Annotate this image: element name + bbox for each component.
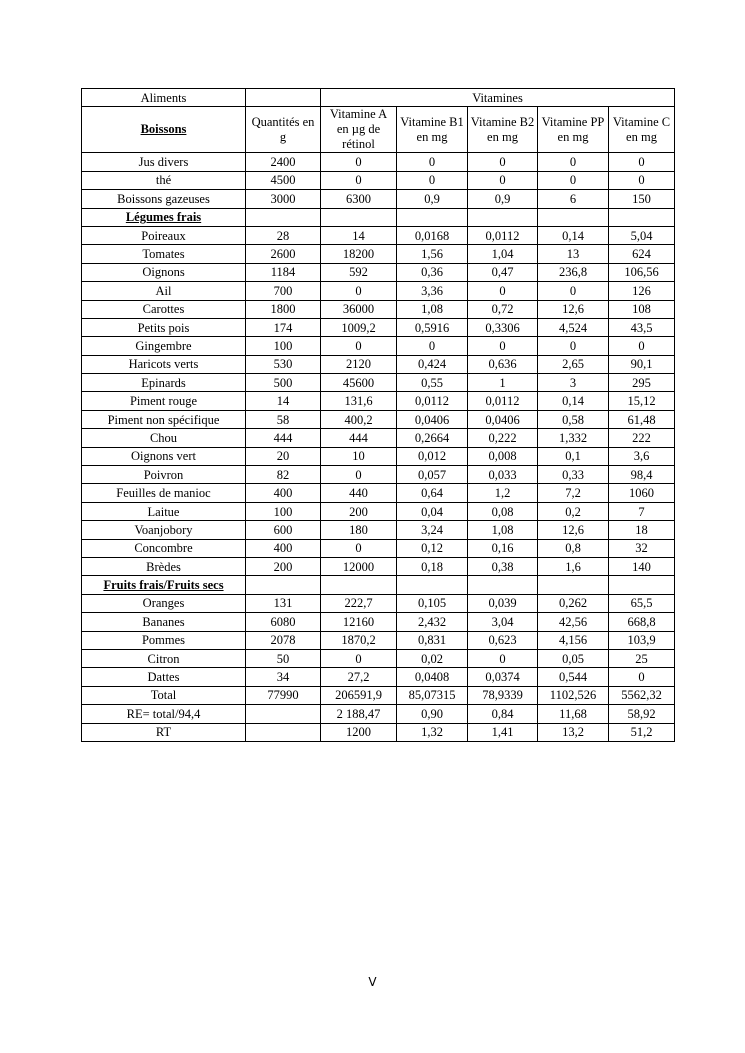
- table-row: [82, 171, 675, 189]
- cell-aliment: Boissons gazeuses: [82, 190, 246, 208]
- cell-quantite: 400: [246, 539, 321, 557]
- header-row-2: [82, 107, 675, 153]
- table-row: [82, 153, 675, 171]
- cell-vitamine-c: 25: [609, 649, 675, 667]
- cell-vitamine-a: 131,6: [321, 392, 397, 410]
- cell-vitamine-b1: 0,831: [397, 631, 468, 649]
- cell-vitamine-b2: 1,2: [468, 484, 538, 502]
- table-row: [82, 539, 675, 557]
- cell-vitamine-pp: 0,14: [538, 392, 609, 410]
- cell-vitamine-pp: 0,544: [538, 668, 609, 686]
- cell-vitamine-pp: 0,58: [538, 410, 609, 428]
- cell-vitamine-a: 12000: [321, 557, 397, 575]
- cell-vitamine-a: 10: [321, 447, 397, 465]
- table-row: [82, 263, 675, 281]
- cell-vitamine-a: 18200: [321, 245, 397, 263]
- cell-vitamine-b2: 1,04: [468, 245, 538, 263]
- cell-vitamine-b2: 0,38: [468, 557, 538, 575]
- cell-vitamine-a: 1870,2: [321, 631, 397, 649]
- cell-vitamine-b2: 0,0374: [468, 668, 538, 686]
- cell-vitamine-pp: 3: [538, 374, 609, 392]
- cell-vitamine-c: 3,6: [609, 447, 675, 465]
- empty-cell: [397, 208, 468, 226]
- cell-aliment: Jus divers: [82, 153, 246, 171]
- table-row: [82, 374, 675, 392]
- header-boissons: Boissons: [82, 107, 246, 153]
- cell-vitamine-c: 43,5: [609, 318, 675, 336]
- table-row: [82, 631, 675, 649]
- cell-vitamine-pp: 0: [538, 282, 609, 300]
- table-row: [82, 594, 675, 612]
- cell-aliment: Citron: [82, 649, 246, 667]
- section-header-row: [82, 576, 675, 594]
- cell-aliment: Bananes: [82, 613, 246, 631]
- table-row: [82, 484, 675, 502]
- vitamin-table: [81, 88, 675, 742]
- cell-vitamine-b1: 0,5916: [397, 318, 468, 336]
- cell-vitamine-a: 6300: [321, 190, 397, 208]
- section-title: Fruits frais/Fruits secs: [82, 576, 246, 594]
- cell-vitamine-b2: 78,9339: [468, 686, 538, 704]
- cell-vitamine-pp: 4,524: [538, 318, 609, 336]
- cell-aliment: Oignons: [82, 263, 246, 281]
- header-vitamines: Vitamines: [321, 89, 675, 107]
- table-row: [82, 502, 675, 520]
- cell-vitamine-a: 222,7: [321, 594, 397, 612]
- cell-quantite: 500: [246, 374, 321, 392]
- cell-vitamine-c: 222: [609, 429, 675, 447]
- empty-cell: [609, 208, 675, 226]
- cell-vitamine-c: 295: [609, 374, 675, 392]
- cell-vitamine-c: 90,1: [609, 355, 675, 373]
- cell-quantite: [246, 705, 321, 723]
- cell-vitamine-pp: 1,6: [538, 557, 609, 575]
- table-row: [82, 410, 675, 428]
- table-row: [82, 557, 675, 575]
- cell-vitamine-b1: 0,0168: [397, 226, 468, 244]
- cell-vitamine-a: 0: [321, 153, 397, 171]
- cell-vitamine-pp: 6: [538, 190, 609, 208]
- cell-vitamine-a: 0: [321, 466, 397, 484]
- cell-vitamine-b2: 0,72: [468, 300, 538, 318]
- header-quantites: Quantités en g: [246, 107, 321, 153]
- cell-vitamine-b1: 0: [397, 171, 468, 189]
- cell-quantite: 400: [246, 484, 321, 502]
- cell-vitamine-b2: 0: [468, 649, 538, 667]
- cell-vitamine-b2: 0: [468, 153, 538, 171]
- cell-vitamine-c: 7: [609, 502, 675, 520]
- table-row: [82, 521, 675, 539]
- cell-vitamine-c: 51,2: [609, 723, 675, 741]
- cell-vitamine-c: 18: [609, 521, 675, 539]
- cell-vitamine-c: 106,56: [609, 263, 675, 281]
- cell-quantite: 28: [246, 226, 321, 244]
- cell-vitamine-b1: 1,56: [397, 245, 468, 263]
- cell-quantite: 200: [246, 557, 321, 575]
- cell-vitamine-a: 444: [321, 429, 397, 447]
- cell-quantite: 77990: [246, 686, 321, 704]
- cell-vitamine-b1: 0,55: [397, 374, 468, 392]
- cell-vitamine-a: 0: [321, 337, 397, 355]
- cell-vitamine-b2: 0,636: [468, 355, 538, 373]
- cell-vitamine-b2: 0,222: [468, 429, 538, 447]
- cell-quantite: 20: [246, 447, 321, 465]
- cell-quantite: 6080: [246, 613, 321, 631]
- cell-vitamine-c: 0: [609, 171, 675, 189]
- cell-aliment: RT: [82, 723, 246, 741]
- header-vitamine-b2: Vitamine B2 en mg: [468, 107, 538, 153]
- header-vitamine-c: Vitamine C en mg: [609, 107, 675, 153]
- cell-aliment: Pommes: [82, 631, 246, 649]
- cell-vitamine-pp: 236,8: [538, 263, 609, 281]
- cell-vitamine-a: 27,2: [321, 668, 397, 686]
- cell-vitamine-a: 400,2: [321, 410, 397, 428]
- cell-vitamine-b2: 0,008: [468, 447, 538, 465]
- cell-vitamine-b1: 0,90: [397, 705, 468, 723]
- cell-vitamine-c: 98,4: [609, 466, 675, 484]
- cell-aliment: Gingembre: [82, 337, 246, 355]
- cell-quantite: 2078: [246, 631, 321, 649]
- cell-vitamine-b2: 0,039: [468, 594, 538, 612]
- cell-vitamine-c: 668,8: [609, 613, 675, 631]
- cell-quantite: 1800: [246, 300, 321, 318]
- cell-vitamine-pp: 1102,526: [538, 686, 609, 704]
- cell-vitamine-b1: 0,18: [397, 557, 468, 575]
- cell-quantite: 700: [246, 282, 321, 300]
- cell-vitamine-b1: 0,36: [397, 263, 468, 281]
- cell-vitamine-b2: 1: [468, 374, 538, 392]
- cell-vitamine-pp: 0,262: [538, 594, 609, 612]
- cell-vitamine-c: 140: [609, 557, 675, 575]
- cell-vitamine-b2: 0,16: [468, 539, 538, 557]
- cell-vitamine-b2: 0: [468, 171, 538, 189]
- cell-aliment: Chou: [82, 429, 246, 447]
- cell-aliment: Petits pois: [82, 318, 246, 336]
- cell-quantite: 131: [246, 594, 321, 612]
- cell-quantite: 100: [246, 337, 321, 355]
- empty-cell: [609, 576, 675, 594]
- cell-vitamine-pp: 0,1: [538, 447, 609, 465]
- cell-vitamine-c: 5,04: [609, 226, 675, 244]
- cell-vitamine-c: 61,48: [609, 410, 675, 428]
- cell-vitamine-b1: 2,432: [397, 613, 468, 631]
- cell-quantite: 2400: [246, 153, 321, 171]
- cell-vitamine-a: 200: [321, 502, 397, 520]
- cell-quantite: [246, 723, 321, 741]
- cell-vitamine-b1: 0,0408: [397, 668, 468, 686]
- cell-vitamine-b2: 1,08: [468, 521, 538, 539]
- cell-vitamine-b1: 0,012: [397, 447, 468, 465]
- cell-vitamine-b2: 0,84: [468, 705, 538, 723]
- cell-vitamine-b1: 0,0112: [397, 392, 468, 410]
- table-row: [82, 282, 675, 300]
- cell-vitamine-b1: 0: [397, 153, 468, 171]
- cell-vitamine-c: 0: [609, 668, 675, 686]
- cell-vitamine-a: 0: [321, 649, 397, 667]
- cell-vitamine-c: 624: [609, 245, 675, 263]
- cell-vitamine-pp: 2,65: [538, 355, 609, 373]
- cell-quantite: 58: [246, 410, 321, 428]
- empty-cell: [321, 576, 397, 594]
- cell-vitamine-c: 103,9: [609, 631, 675, 649]
- cell-vitamine-a: 12160: [321, 613, 397, 631]
- cell-vitamine-c: 150: [609, 190, 675, 208]
- cell-vitamine-a: 440: [321, 484, 397, 502]
- header-vitamine-a: Vitamine A en µg de rétinol: [321, 107, 397, 153]
- cell-vitamine-a: 36000: [321, 300, 397, 318]
- cell-vitamine-pp: 13: [538, 245, 609, 263]
- cell-vitamine-b2: 1,41: [468, 723, 538, 741]
- header-row-1: [82, 89, 675, 107]
- cell-aliment: Haricots verts: [82, 355, 246, 373]
- header-vitamine-b1: Vitamine B1 en mg: [397, 107, 468, 153]
- cell-vitamine-c: 108: [609, 300, 675, 318]
- table-row: [82, 668, 675, 686]
- total-row: [82, 686, 675, 704]
- cell-vitamine-b1: 3,24: [397, 521, 468, 539]
- total-row: [82, 705, 675, 723]
- cell-vitamine-pp: 0,33: [538, 466, 609, 484]
- cell-vitamine-a: 180: [321, 521, 397, 539]
- cell-vitamine-b2: 0,3306: [468, 318, 538, 336]
- cell-vitamine-a: 592: [321, 263, 397, 281]
- cell-aliment: Poivron: [82, 466, 246, 484]
- page-number: V: [368, 975, 377, 989]
- cell-vitamine-pp: 12,6: [538, 521, 609, 539]
- table-row: [82, 613, 675, 631]
- empty-cell: [468, 208, 538, 226]
- cell-aliment: Total: [82, 686, 246, 704]
- cell-vitamine-b1: 1,08: [397, 300, 468, 318]
- header-aliments: Aliments: [82, 89, 246, 107]
- cell-vitamine-pp: 0,2: [538, 502, 609, 520]
- table-row: [82, 355, 675, 373]
- empty-cell: [321, 208, 397, 226]
- cell-aliment: Ail: [82, 282, 246, 300]
- cell-aliment: Piment non spécifique: [82, 410, 246, 428]
- empty-cell: [468, 576, 538, 594]
- empty-cell: [397, 576, 468, 594]
- cell-quantite: 14: [246, 392, 321, 410]
- cell-vitamine-pp: 1,332: [538, 429, 609, 447]
- cell-vitamine-a: 14: [321, 226, 397, 244]
- cell-aliment: Piment rouge: [82, 392, 246, 410]
- cell-aliment: Voanjobory: [82, 521, 246, 539]
- cell-vitamine-b2: 0,47: [468, 263, 538, 281]
- cell-quantite: 530: [246, 355, 321, 373]
- cell-vitamine-a: 2 188,47: [321, 705, 397, 723]
- cell-vitamine-c: 0: [609, 337, 675, 355]
- cell-quantite: 444: [246, 429, 321, 447]
- cell-vitamine-pp: 0: [538, 171, 609, 189]
- cell-aliment: Laitue: [82, 502, 246, 520]
- table-row: [82, 337, 675, 355]
- cell-vitamine-b2: 0,0112: [468, 226, 538, 244]
- cell-vitamine-pp: 0,8: [538, 539, 609, 557]
- table-row: [82, 649, 675, 667]
- cell-vitamine-b1: 0,9: [397, 190, 468, 208]
- cell-vitamine-b2: 0: [468, 282, 538, 300]
- cell-vitamine-b1: 0: [397, 337, 468, 355]
- cell-vitamine-b2: 0,0406: [468, 410, 538, 428]
- cell-vitamine-b1: 0,12: [397, 539, 468, 557]
- cell-aliment: Tomates: [82, 245, 246, 263]
- cell-vitamine-pp: 12,6: [538, 300, 609, 318]
- table-row: [82, 226, 675, 244]
- cell-aliment: Carottes: [82, 300, 246, 318]
- cell-vitamine-b2: 0,08: [468, 502, 538, 520]
- cell-quantite: 174: [246, 318, 321, 336]
- empty-cell: [246, 208, 321, 226]
- cell-aliment: Oignons vert: [82, 447, 246, 465]
- cell-quantite: 2600: [246, 245, 321, 263]
- empty-cell: [538, 576, 609, 594]
- cell-vitamine-pp: 13,2: [538, 723, 609, 741]
- cell-vitamine-pp: 42,56: [538, 613, 609, 631]
- cell-aliment: RE= total/94,4: [82, 705, 246, 723]
- cell-vitamine-pp: 4,156: [538, 631, 609, 649]
- cell-vitamine-b1: 0,2664: [397, 429, 468, 447]
- cell-vitamine-b2: 0: [468, 337, 538, 355]
- cell-vitamine-c: 0: [609, 153, 675, 171]
- cell-aliment: Dattes: [82, 668, 246, 686]
- cell-vitamine-c: 65,5: [609, 594, 675, 612]
- cell-vitamine-b1: 1,32: [397, 723, 468, 741]
- cell-aliment: Epinards: [82, 374, 246, 392]
- table-row: [82, 392, 675, 410]
- cell-vitamine-c: 126: [609, 282, 675, 300]
- table-row: [82, 447, 675, 465]
- cell-vitamine-pp: 7,2: [538, 484, 609, 502]
- cell-aliment: Feuilles de manioc: [82, 484, 246, 502]
- section-header-row: [82, 208, 675, 226]
- cell-quantite: 34: [246, 668, 321, 686]
- cell-vitamine-c: 1060: [609, 484, 675, 502]
- cell-quantite: 82: [246, 466, 321, 484]
- section-title: Légumes frais: [82, 208, 246, 226]
- cell-vitamine-c: 58,92: [609, 705, 675, 723]
- cell-vitamine-b2: 0,623: [468, 631, 538, 649]
- cell-vitamine-a: 1009,2: [321, 318, 397, 336]
- cell-vitamine-c: 32: [609, 539, 675, 557]
- header-vitamine-pp: Vitamine PP en mg: [538, 107, 609, 153]
- cell-vitamine-a: 0: [321, 171, 397, 189]
- cell-vitamine-a: 206591,9: [321, 686, 397, 704]
- cell-vitamine-b1: 0,02: [397, 649, 468, 667]
- cell-vitamine-c: 5562,32: [609, 686, 675, 704]
- cell-vitamine-b1: 0,105: [397, 594, 468, 612]
- cell-quantite: 3000: [246, 190, 321, 208]
- cell-quantite: 50: [246, 649, 321, 667]
- table-row: [82, 190, 675, 208]
- cell-aliment: Brèdes: [82, 557, 246, 575]
- table-row: [82, 466, 675, 484]
- cell-vitamine-pp: 0,14: [538, 226, 609, 244]
- cell-vitamine-b1: 0,64: [397, 484, 468, 502]
- cell-aliment: Oranges: [82, 594, 246, 612]
- cell-vitamine-pp: 0,05: [538, 649, 609, 667]
- table-row: [82, 429, 675, 447]
- cell-vitamine-a: 45600: [321, 374, 397, 392]
- empty-cell: [538, 208, 609, 226]
- cell-vitamine-pp: 0: [538, 337, 609, 355]
- total-row: [82, 723, 675, 741]
- cell-quantite: 100: [246, 502, 321, 520]
- cell-vitamine-b2: 3,04: [468, 613, 538, 631]
- cell-vitamine-a: 0: [321, 282, 397, 300]
- cell-vitamine-b1: 85,07315: [397, 686, 468, 704]
- cell-vitamine-b1: 0,424: [397, 355, 468, 373]
- cell-vitamine-b1: 0,04: [397, 502, 468, 520]
- cell-vitamine-b1: 0,0406: [397, 410, 468, 428]
- cell-vitamine-b2: 0,0112: [468, 392, 538, 410]
- empty-cell: [246, 576, 321, 594]
- cell-vitamine-a: 1200: [321, 723, 397, 741]
- cell-quantite: 1184: [246, 263, 321, 281]
- table-row: [82, 245, 675, 263]
- cell-vitamine-b2: 0,9: [468, 190, 538, 208]
- cell-vitamine-b1: 0,057: [397, 466, 468, 484]
- cell-quantite: 4500: [246, 171, 321, 189]
- header-empty: [246, 89, 321, 107]
- cell-vitamine-pp: 0: [538, 153, 609, 171]
- cell-vitamine-a: 2120: [321, 355, 397, 373]
- cell-aliment: thé: [82, 171, 246, 189]
- table-row: [82, 318, 675, 336]
- cell-vitamine-c: 15,12: [609, 392, 675, 410]
- cell-vitamine-pp: 11,68: [538, 705, 609, 723]
- cell-vitamine-b1: 3,36: [397, 282, 468, 300]
- cell-vitamine-a: 0: [321, 539, 397, 557]
- cell-vitamine-b2: 0,033: [468, 466, 538, 484]
- cell-aliment: Concombre: [82, 539, 246, 557]
- table-row: [82, 300, 675, 318]
- cell-aliment: Poireaux: [82, 226, 246, 244]
- cell-quantite: 600: [246, 521, 321, 539]
